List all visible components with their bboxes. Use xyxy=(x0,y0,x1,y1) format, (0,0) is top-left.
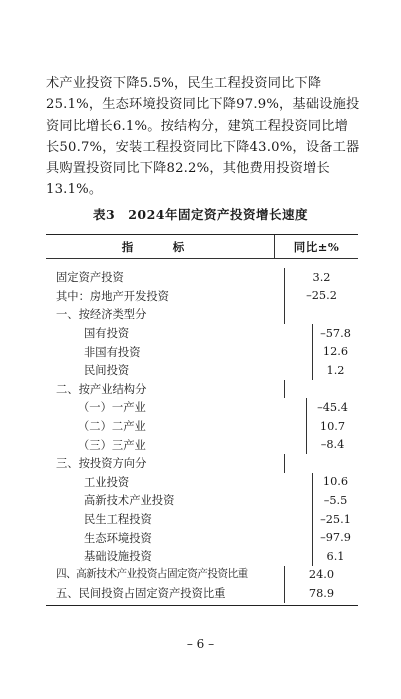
row-label: 二、按产业结构分 xyxy=(46,380,285,399)
row-label: （二）二产业 xyxy=(46,417,307,436)
row-value: –97.9 xyxy=(320,531,351,545)
row-label: 四、高新技术产业投资占固定资产投资比重 xyxy=(46,566,285,585)
yoy-header: 同比±% xyxy=(293,239,340,254)
row-label: 五、民间投资占固定资产投资比重 xyxy=(46,584,285,603)
row-label: 民生工程投资 xyxy=(46,510,313,529)
row-value: 78.9 xyxy=(308,586,335,600)
row-label: （一）一产业 xyxy=(46,398,307,417)
row-label: 生态环境投资 xyxy=(46,528,313,547)
paragraph-line: 具购置投资同比下降82.2%，其他费用投资增长 xyxy=(46,161,330,177)
table-row xyxy=(46,566,358,585)
row-value: –25.2 xyxy=(306,289,337,303)
row-value: –5.5 xyxy=(323,493,348,507)
row-value: 6.1 xyxy=(326,549,345,563)
table-row xyxy=(46,305,358,324)
table-row xyxy=(46,528,358,547)
row-value: 12.6 xyxy=(322,345,349,359)
row-label: 非国有投资 xyxy=(46,342,313,361)
investment-growth-table xyxy=(46,234,358,606)
table-row xyxy=(46,473,358,492)
paragraph-line: 长50.7%，安装工程投资同比下降43.0%，设备工器 xyxy=(46,139,360,155)
row-label: 其中：房地产开发投资 xyxy=(46,287,285,306)
row-label: 一、按经济类型分 xyxy=(46,305,285,324)
paragraph-line: 25.1%，生态环境投资同比下降97.9%，基础设施投 xyxy=(46,97,360,113)
row-label: （三）三产业 xyxy=(46,435,307,454)
row-value: 10.6 xyxy=(322,475,349,489)
paragraph-line: 资同比增长6.1%。按结构分，建筑工程投资同比增 xyxy=(46,118,349,134)
row-label: 三、按投资方向分 xyxy=(46,454,285,473)
paragraph-line: 术产业投资下降5.5%，民生工程投资同比下降 xyxy=(46,76,322,91)
table-row xyxy=(46,398,358,417)
table-bottom-rule xyxy=(46,605,358,606)
row-value: 1.2 xyxy=(326,363,345,377)
table-row xyxy=(46,454,358,473)
paragraph-line: 13.1%。 xyxy=(46,182,103,198)
row-value: 3.2 xyxy=(312,270,331,284)
table-row xyxy=(46,342,358,361)
table-row xyxy=(46,268,358,287)
row-value: 10.7 xyxy=(319,419,346,433)
table-row xyxy=(46,380,358,399)
row-value: 24.0 xyxy=(308,568,335,582)
table-row xyxy=(46,435,358,454)
body-paragraph xyxy=(46,73,358,201)
table-row xyxy=(46,547,358,566)
row-value: –57.8 xyxy=(320,326,351,340)
row-label: 国有投资 xyxy=(46,324,313,343)
indicator-header: 指 标 xyxy=(46,235,275,258)
table-caption: 表3 2024年固定资产投资增长速度 xyxy=(93,207,308,222)
page-number: – 6 – xyxy=(186,637,215,651)
row-label: 工业投资 xyxy=(46,473,313,492)
row-label: 基础设施投资 xyxy=(46,547,313,566)
row-label: 高新技术产业投资 xyxy=(46,491,313,510)
table-row xyxy=(46,324,358,343)
table-header xyxy=(46,235,358,259)
table-row xyxy=(46,510,358,529)
table-row xyxy=(46,417,358,436)
table-row xyxy=(46,491,358,510)
row-value: –8.4 xyxy=(320,438,345,452)
row-value: –45.4 xyxy=(317,400,348,414)
row-value: –25.1 xyxy=(320,512,351,526)
row-label: 固定资产投资 xyxy=(46,268,285,287)
row-label: 民间投资 xyxy=(46,361,313,380)
table-row xyxy=(46,361,358,380)
table-row xyxy=(46,287,358,306)
table-body xyxy=(46,259,358,605)
table-row xyxy=(46,584,358,603)
